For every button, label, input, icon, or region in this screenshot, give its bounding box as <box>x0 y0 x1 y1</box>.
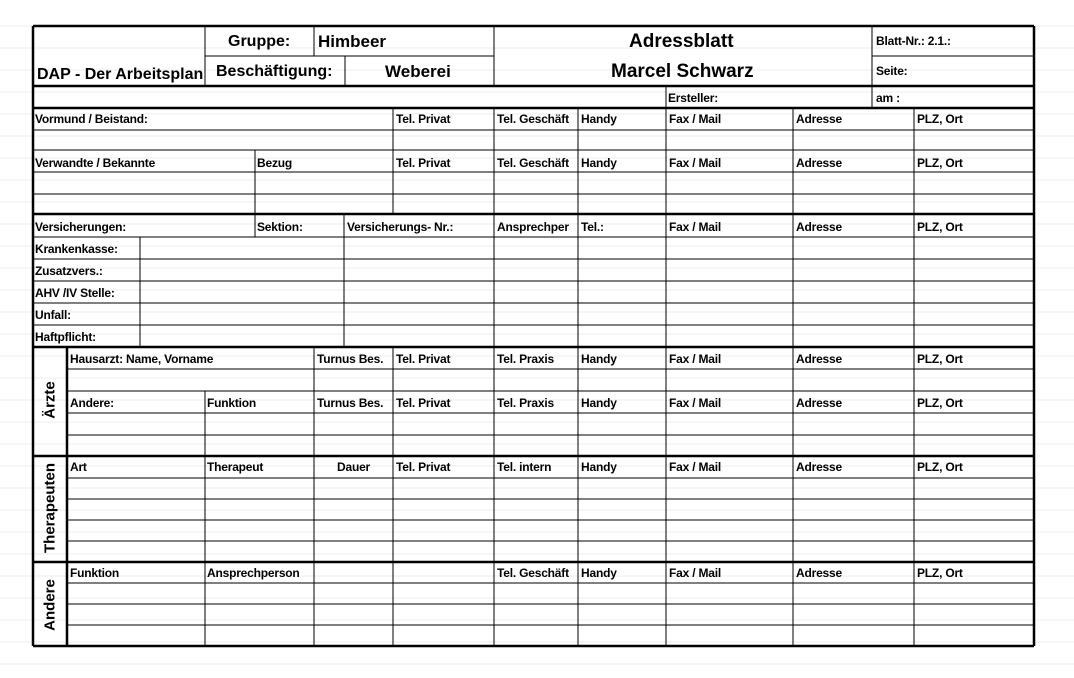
aerzte-turnus-1: Turnus Bes. <box>317 352 384 366</box>
aerzte-funktion: Funktion <box>207 396 257 410</box>
therapeuten-tel-intern: Tel. intern <box>497 460 552 474</box>
vormund-plz-ort: PLZ, Ort <box>917 112 963 126</box>
aerzte-tel-privat-1: Tel. Privat <box>396 352 451 366</box>
page-title: Adressblatt <box>629 31 734 52</box>
versicherungen-tel: Tel.: <box>581 220 604 234</box>
andere-handy: Handy <box>581 566 617 580</box>
verwandte-adresse: Adresse <box>796 156 842 170</box>
verwandte-handy: Handy <box>581 156 617 170</box>
aerzte-andere: Andere: <box>70 396 114 410</box>
app-name: DAP - Der Arbeitsplan <box>37 66 204 83</box>
versicherungen-adresse: Adresse <box>796 220 842 234</box>
therapeuten-plz-ort: PLZ, Ort <box>917 460 963 474</box>
beschaeftigung-label: Beschäftigung: <box>216 63 333 80</box>
aerzte-section-label: Ärzte <box>41 381 59 419</box>
versicherungen-ansprechperson: Ansprechper <box>497 220 569 234</box>
verwandte-bezug: Bezug <box>257 156 293 170</box>
aerzte-adresse-2: Adresse <box>796 396 842 410</box>
therapeuten-therapeut: Therapeut <box>207 460 264 474</box>
vormund-fax-mail: Fax / Mail <box>669 112 722 126</box>
therapeuten-section-label: Therapeuten <box>41 462 59 554</box>
versicherungen-fax-mail: Fax / Mail <box>669 220 722 234</box>
versicherungen-nr: Versicherungs- Nr.: <box>347 220 454 234</box>
gruppe-value: Himbeer <box>318 32 387 51</box>
therapeuten-fax-mail: Fax / Mail <box>669 460 722 474</box>
row-zusatzvers: Zusatzvers.: <box>35 264 103 278</box>
gruppe-label: Gruppe: <box>228 33 291 50</box>
vormund-handy: Handy <box>581 112 617 126</box>
verwandte-fax-mail: Fax / Mail <box>669 156 722 170</box>
andere-funktion: Funktion <box>70 566 120 580</box>
verwandte-tel-privat: Tel. Privat <box>396 156 451 170</box>
vormund-label: Vormund / Beistand: <box>35 112 148 126</box>
aerzte-hausarzt: Hausarzt: Name, Vorname <box>70 352 214 366</box>
verwandte-label: Verwandte / Bekannte <box>35 156 156 170</box>
aerzte-tel-praxis-1: Tel. Praxis <box>497 352 554 366</box>
andere-tel-geschaeft: Tel. Geschäft <box>497 566 569 580</box>
vormund-tel-geschaeft: Tel. Geschäft <box>497 112 569 126</box>
therapeuten-adresse: Adresse <box>796 460 842 474</box>
ersteller-label: Ersteller: <box>668 91 719 105</box>
verwandte-plz-ort: PLZ, Ort <box>917 156 963 170</box>
vormund-adresse: Adresse <box>796 112 842 126</box>
aerzte-turnus-2: Turnus Bes. <box>317 396 384 410</box>
therapeuten-art: Art <box>70 460 87 474</box>
therapeuten-dauer: Dauer <box>337 460 371 474</box>
am-label: am : <box>876 91 900 105</box>
aerzte-tel-privat-2: Tel. Privat <box>396 396 451 410</box>
versicherungen-label: Versicherungen: <box>35 220 127 234</box>
andere-ansprechperson: Ansprechperson <box>207 566 300 580</box>
aerzte-plz-ort-1: PLZ, Ort <box>917 352 963 366</box>
therapeuten-handy: Handy <box>581 460 617 474</box>
row-unfall: Unfall: <box>35 308 71 322</box>
versicherungen-sektion: Sektion: <box>257 220 303 234</box>
vormund-tel-privat: Tel. Privat <box>396 112 451 126</box>
blatt-nr: Blatt-Nr.: 2.1.: <box>876 34 951 48</box>
row-ahv-iv: AHV /IV Stelle: <box>35 286 115 300</box>
andere-adresse: Adresse <box>796 566 842 580</box>
aerzte-fax-mail-1: Fax / Mail <box>669 352 722 366</box>
versicherungen-plz-ort: PLZ, Ort <box>917 220 963 234</box>
aerzte-fax-mail-2: Fax / Mail <box>669 396 722 410</box>
andere-plz-ort: PLZ, Ort <box>917 566 963 580</box>
aerzte-handy-2: Handy <box>581 396 617 410</box>
row-krankenkasse: Krankenkasse: <box>35 242 118 256</box>
andere-section-label: Andere <box>41 579 59 631</box>
aerzte-adresse-1: Adresse <box>796 352 842 366</box>
beschaeftigung-value: Weberei <box>385 62 451 81</box>
aerzte-handy-1: Handy <box>581 352 617 366</box>
therapeuten-tel-privat: Tel. Privat <box>396 460 451 474</box>
seite-label: Seite: <box>876 64 908 78</box>
verwandte-tel-geschaeft: Tel. Geschäft <box>497 156 569 170</box>
andere-fax-mail: Fax / Mail <box>669 566 722 580</box>
person-name: Marcel Schwarz <box>611 61 754 82</box>
aerzte-plz-ort-2: PLZ, Ort <box>917 396 963 410</box>
aerzte-tel-praxis-2: Tel. Praxis <box>497 396 554 410</box>
row-haftpflicht: Haftpflicht: <box>35 330 96 344</box>
